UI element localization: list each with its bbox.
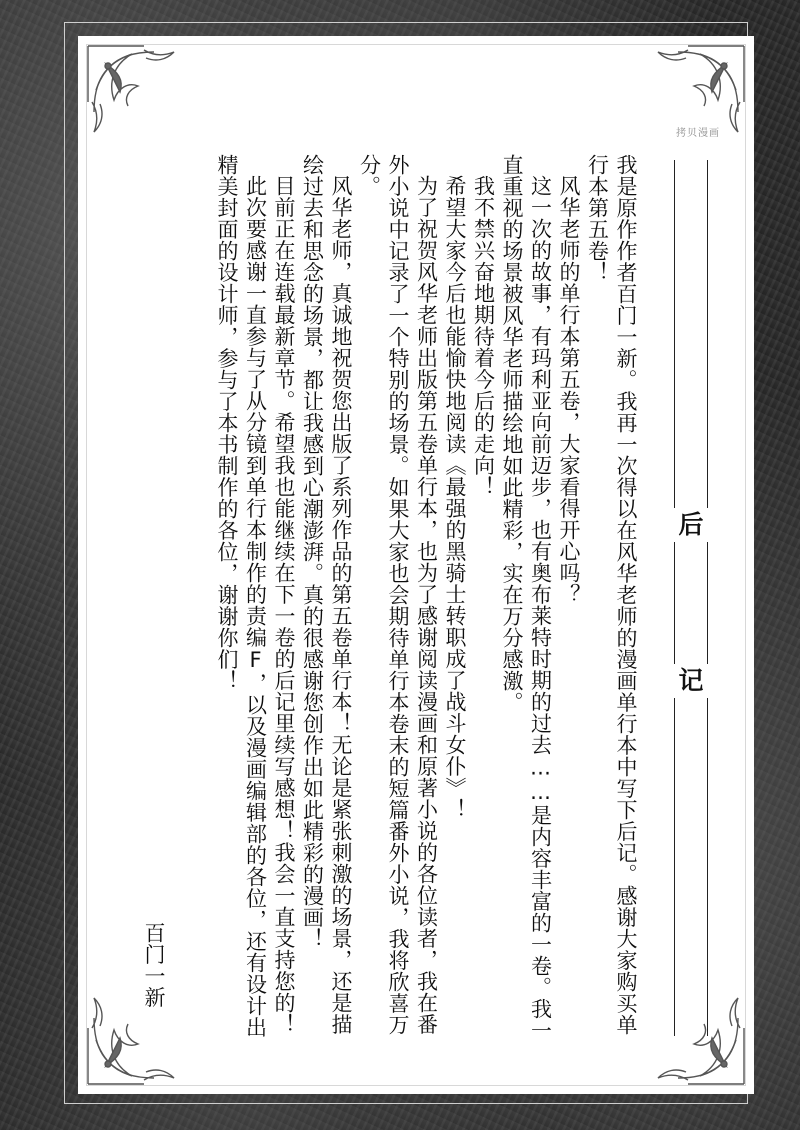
- ornament-corner-top-left-icon: [84, 42, 194, 152]
- ornament-corner-bottom-left-icon: [84, 978, 194, 1088]
- paragraph-7: 风华老师，真诚地祝贺您出版了系列作品的第五卷单行本！无论是紧张刺激的场景，还是描绘过去和思念的场景，都让我感到心潮澎湃。真的很感谢您创作出如此精彩的漫画！: [300, 154, 353, 1035]
- paragraph-9: 此次要感谢一直参与了从分镜到单行本制作的责编F，以及漫画编辑部的各位，还有设计出精美封面的设计师，参与了本书制作的各位，谢谢你们！: [215, 154, 268, 1038]
- paragraph-6: 为了祝贺风华老师出版第五卷单行本，也为了感谢阅读漫画和原著小说的各位读者，我在番外小说中记录了一个特别的场景。如果大家也会期待单行本卷末的短篇番外小说，我将欣喜万分。: [357, 154, 439, 1036]
- afterword-page: [78, 36, 754, 1094]
- paragraph-8: 目前正在连载最新章节。希望我也能继续在下一卷的后记里续写感想！我会一直支持您的！: [272, 175, 296, 1035]
- title-rule-left: [674, 160, 675, 1036]
- watermark: 拷贝漫画: [676, 128, 720, 139]
- author-signature: 百门一新: [142, 922, 166, 1008]
- paragraph-4: 我不禁兴奋地期待着今后的走向！: [471, 175, 496, 498]
- title-char-1: 后: [674, 508, 708, 542]
- paragraph-3: 这一次的故事，有玛利亚向前迈步，也有奥布莱特时期的过去……是内容丰富的一卷。我一直重视的场景被风华老师描绘地如此精彩，实在万分感激。: [500, 154, 553, 1041]
- afterword-body: [180, 154, 640, 1054]
- paragraph-2: 风华老师的单行本第五卷，大家看得开心吗？: [557, 175, 581, 605]
- ornament-corner-bottom-right-icon: [638, 978, 748, 1088]
- paragraph-1: 我是原作作者百门一新。我再一次得以在风华老师的漫画单行本中写下后记。感谢大家购买单行本第五卷！: [585, 154, 638, 1036]
- title-rule-right: [707, 160, 708, 1036]
- paragraph-5: 希望大家今后也能愉快地阅读《最强的黑骑士转职成了战斗女仆》！: [443, 175, 467, 820]
- title-char-2: 记: [674, 664, 708, 698]
